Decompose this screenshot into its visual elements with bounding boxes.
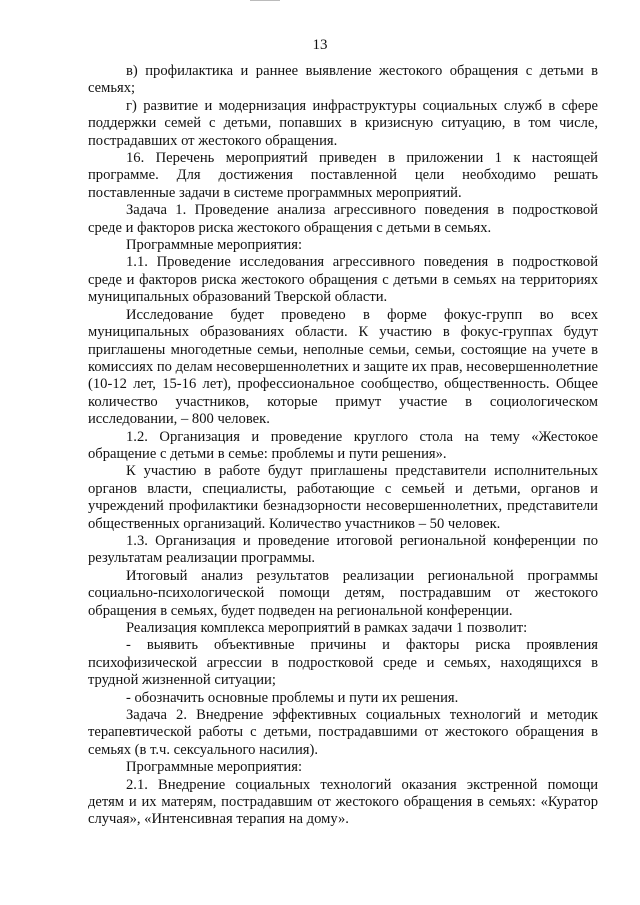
page-number: 13 (312, 37, 328, 53)
paragraph-item-g: г) развитие и модернизация инфраструктуры социальных служб в сфере поддержки семей с детьми, попавших в кризисную ситуацию, в том числе, пострадавших от жестокого обращения. (88, 97, 598, 149)
document-body (88, 63, 598, 829)
activity-2-1: 2.1. Внедрение социальных технологий оказания экстренной помощи детям и их матерям, пострадавшим от жестокого обращения в семьях: «Куратор случая», «Интенсивная терапия на дому». (88, 776, 598, 828)
activity-1-3-details: Итоговый анализ результатов реализации региональной программы социально-психологической помощи детям, пострадавшим от жестокого обращения в семьях, будет подведен на региональной конференции. (88, 567, 598, 619)
task-1-outcomes-intro: Реализация комплекса мероприятий в рамках задачи 1 позволит: (126, 620, 528, 636)
task-2-heading: Задача 2. Внедрение эффективных социальных технологий и методик терапевтической работы с детьми, пострадавшими от жестокого обращения в семьях (в т.ч. сексуального насилия). (88, 707, 598, 758)
task-1-outcome-1: - выявить объективные причины и факторы риска проявления психофизической агрессии в подростковой среде и семьях, находящихся в трудной жизненной ситуации; (88, 637, 598, 689)
scan-edge-mark (250, 0, 280, 1)
paragraph-item-v: в) профилактика и раннее выявление жестокого обращения с детьми в семьях; (88, 63, 598, 97)
paragraph-16: 16. Перечень мероприятий приведен в приложении 1 к настоящей программе. Для достижения поставленной цели необходимо решать поставленные задачи в системе программных мероприятий. (88, 150, 598, 201)
activity-1-3: 1.3. Организация и проведение итоговой региональной конференции по результатам реализации программы. (88, 532, 598, 567)
activity-1-2: 1.2. Организация и проведение круглого стола на тему «Жестокое обращение с детьми в семье: проблемы и пути решения». (88, 428, 598, 462)
task-1-outcome-2: - обозначить основные проблемы и пути их решения. (126, 689, 459, 706)
activity-1-1-details: Исследование будет проведено в форме фокус-групп во всех муниципальных образованиях области. К участию в фокус-группах будут приглашены многодетные семьи, неполные семьи, семьи, состоящие на учете в комиссиях по делам несовершеннолетних и защите их прав, несовершеннолетние (10-12 лет, 15-16 лет), профессиональное сообщество, общественность. Общее количество участников, которые примут участие в социологическом исследовании, – 800 человек. (88, 306, 598, 428)
activity-1-1: 1.1. Проведение исследования агрессивного поведения в подростковой среде и факторов риска жестокого обращения с детьми в семьях на территориях муниципальных образований Тверской области. (88, 254, 598, 306)
program-activities-label: Программные мероприятия: (126, 237, 302, 254)
program-activities-label-2: Программные мероприятия: (126, 759, 302, 776)
task-1-heading: Задача 1. Проведение анализа агрессивного поведения в подростковой среде и факторов риска жестокого обращения с детьми в семьях. (88, 202, 598, 236)
activity-1-2-details: К участию в работе будут приглашены представители исполнительных органов власти, специалисты, работающие с семьей и детьми, органов и учреждений профилактики безнадзорности несовершеннолетних, представители общественных организаций. Количество участников – 50 человек. (88, 463, 598, 532)
